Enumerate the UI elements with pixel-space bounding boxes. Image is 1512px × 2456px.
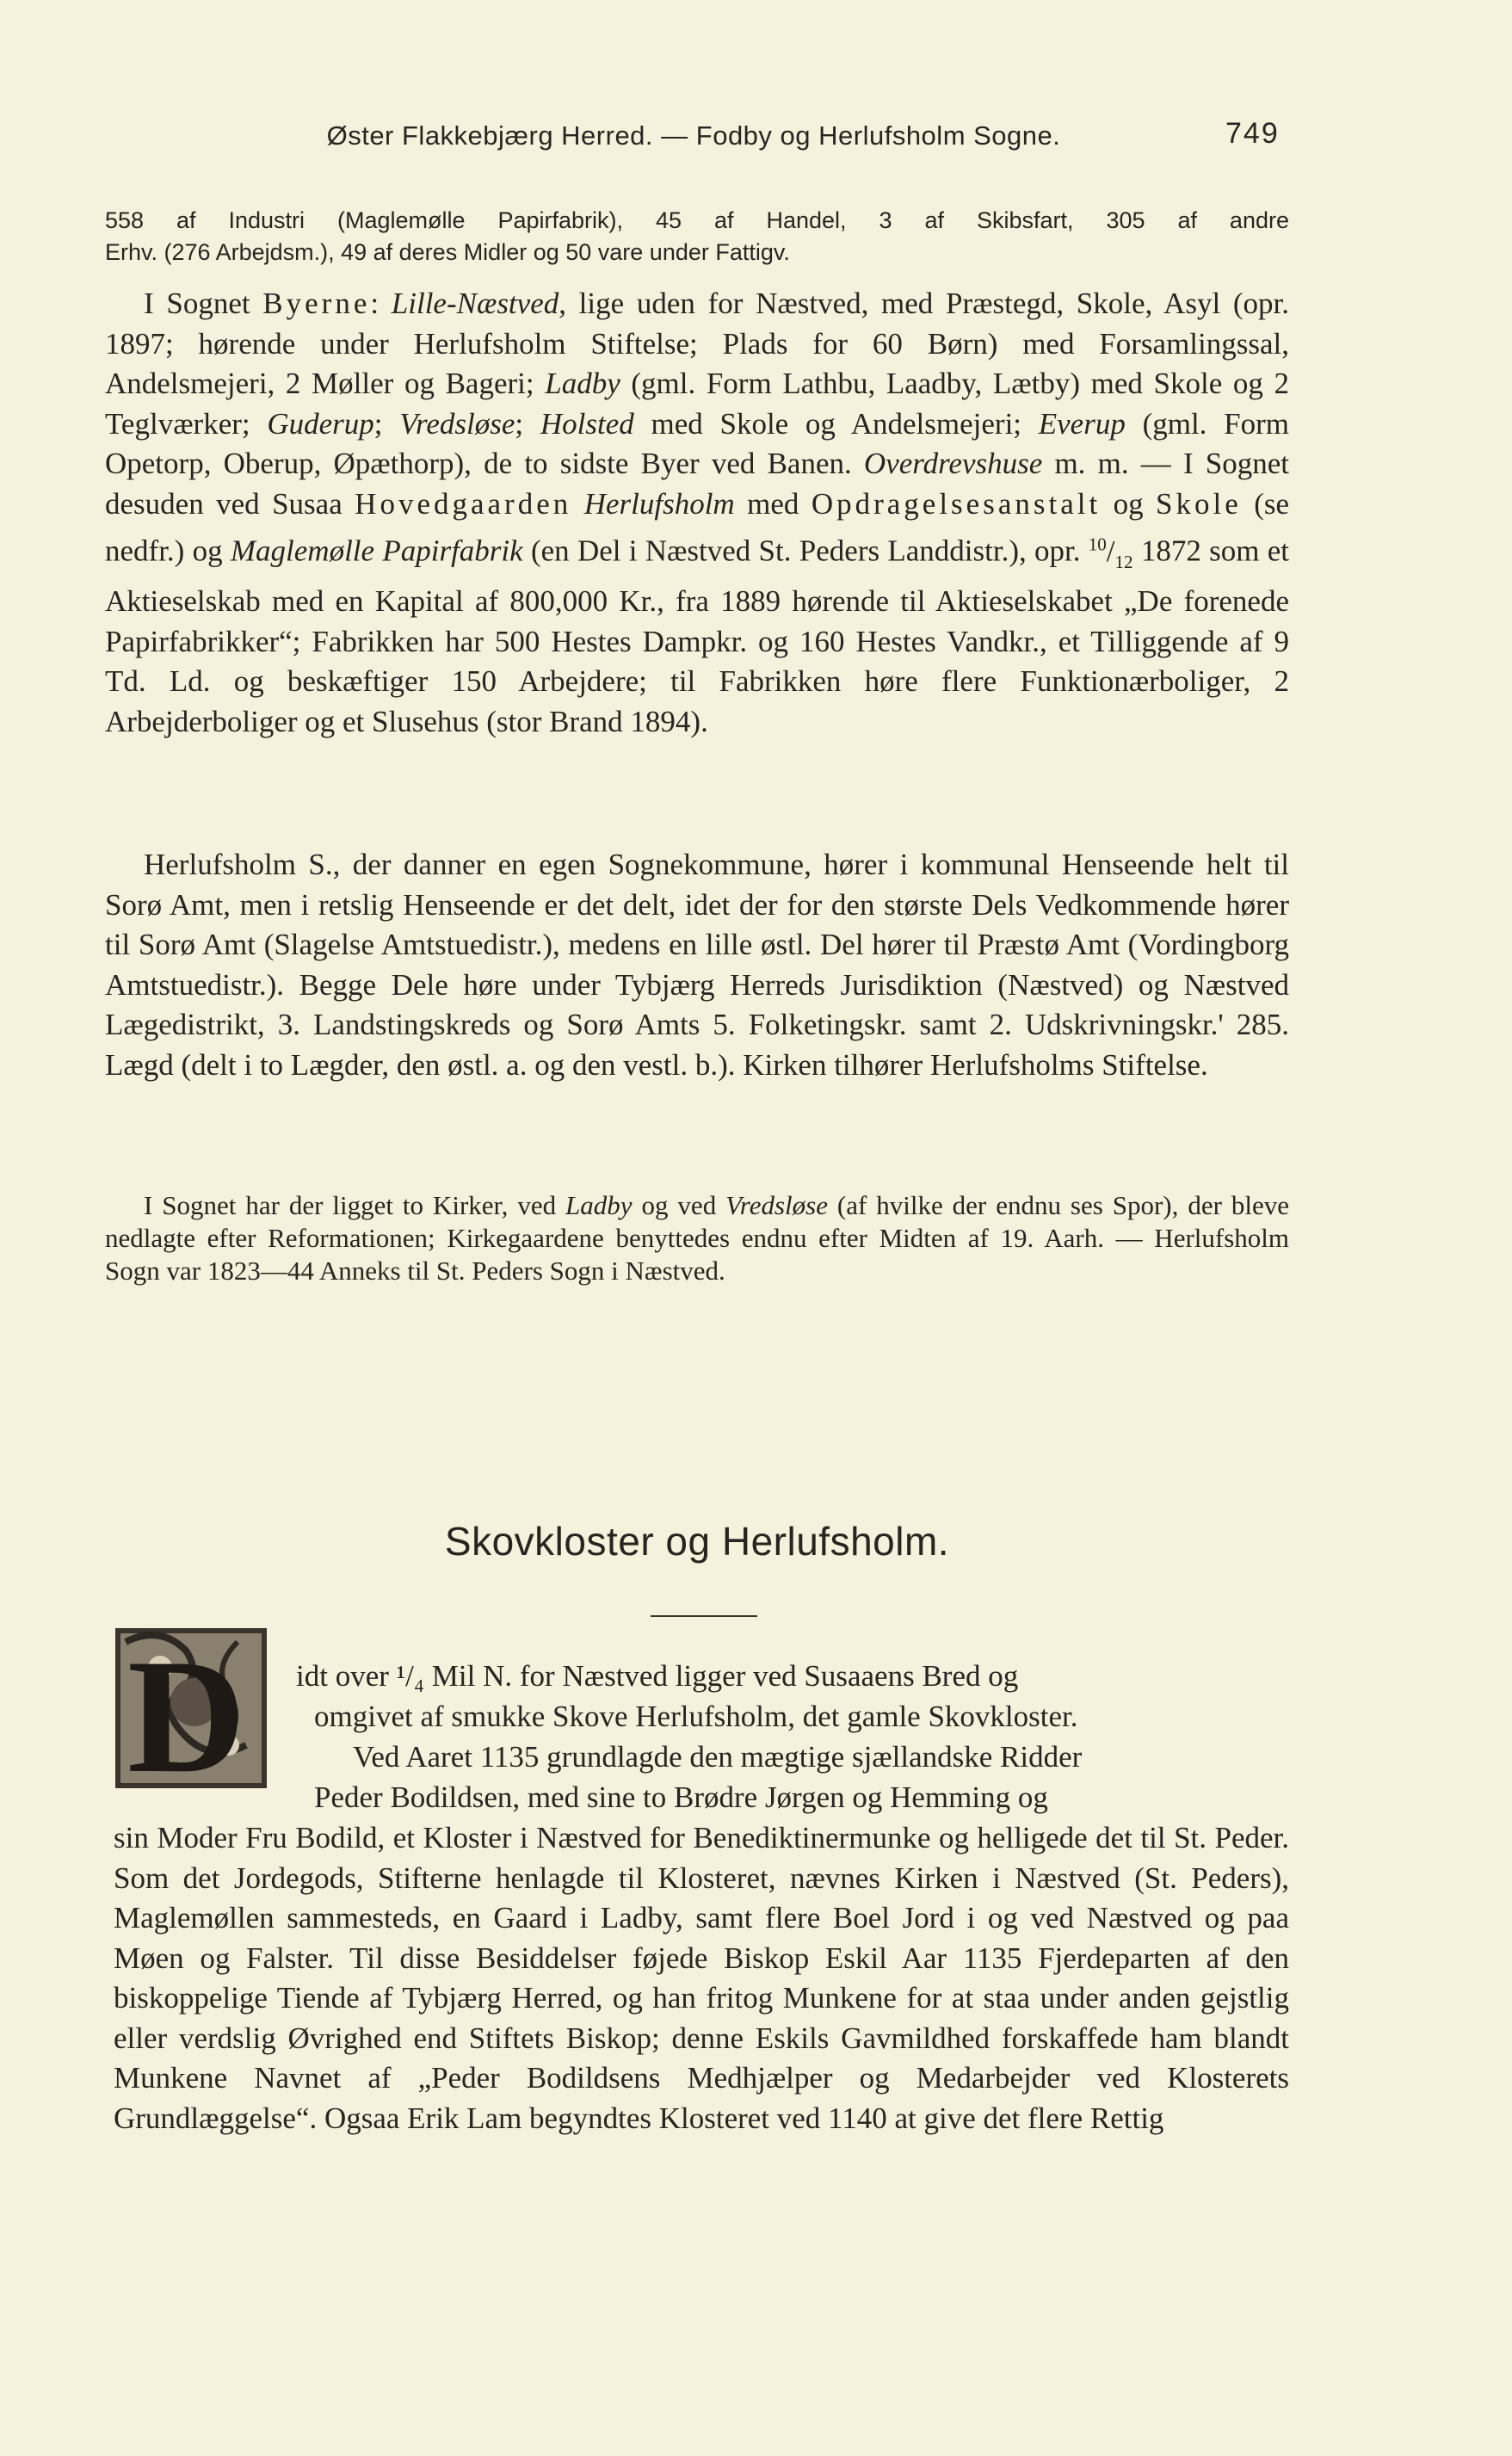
place-name: Vredsløse <box>725 1190 828 1220</box>
place-name: Vredsløse <box>399 406 515 441</box>
spaced-term: Hovedgaarden <box>355 486 572 521</box>
ornament-initial-icon <box>108 1616 281 1797</box>
text-run: , lige uden for Næstved, med Præstegd, Skole, Asyl (opr. 1897; hørende under Herlufsholm Stiftelse; Plads for 60 Børn) med Forsamlingssal, Andelsmejeri, 2 Møller og Bageri; <box>105 287 1289 400</box>
spaced-term: Opdragelsesanstalt <box>811 486 1102 521</box>
fraction-numerator: 10 <box>1088 534 1107 554</box>
place-name: Overdrevshuse <box>863 447 1043 480</box>
page-number: 749 <box>1225 117 1280 150</box>
place-name: Everup <box>1038 406 1126 441</box>
section-title: Skovkloster og Herlufsholm. <box>444 1519 950 1564</box>
text-run: med <box>734 486 812 521</box>
text-run: (se nedfr.) og <box>105 486 1290 568</box>
place-name: Guderup <box>267 406 374 441</box>
place-name: Lille-Næstved <box>391 287 559 320</box>
text-run: m. m. — I Sognet desuden ved Susaa <box>105 447 1290 521</box>
decorated-initial <box>108 1616 281 1797</box>
text-run: 1872 som et Aktieselskab med en Kapital af 800,000 Kr., fra 1889 hørende til Aktieselskabet „De forenede Papirfabrikker“; Fabrikken har 500 Hestes Dampkr. og 160 Hestes Vandkr., et Tilliggende af 9 Td. Ld. og beskæftiger 150 Arbejdere; til Fabrikken høre flere Funktionærboliger, 2 Arbejderboliger og et Slusehus (stor Brand 1894). <box>105 534 1289 738</box>
place-name: Holsted <box>540 406 634 441</box>
spaced-term: Skole <box>1156 486 1242 521</box>
text-run: (en Del i Næstved St. Peders Landdistr.), opr. <box>522 534 1089 568</box>
statistics-paragraph <box>105 205 1289 268</box>
statistics-line-1: 558 af Industri (Maglemølle Papirfabrik), 45 af Handel, 3 af Skibsfart, 305 af andre <box>105 207 1289 233</box>
text-run: (af hvilke der endnu ses Spor), der bleve nedlagte efter Reformationen; Kirkegaardene benyttedes endnu efter Midten af 19. Aarh. — Herlufsholm Sogn var 1823—44 Anneks til St. Peders Sogn i Næstved. <box>105 1190 1289 1286</box>
text-run: ; <box>373 406 400 441</box>
first-line-4: Peder Bodildsen, med sine to Brødre Jørgen og Hemming og <box>314 1780 1048 1814</box>
initial-letter: D <box>127 1626 246 1797</box>
text-run: med Skole og Andelsmejeri; <box>633 406 1039 441</box>
place-name: Ladby <box>545 367 620 400</box>
churches-paragraph <box>105 1189 1289 1287</box>
place-name: Maglemølle Papirfabrik <box>230 534 523 568</box>
text-run: I Sognet har der ligget to Kirker, ved <box>144 1190 566 1220</box>
text-run: og ved <box>632 1190 726 1220</box>
first-line-3: Ved Aaret 1135 grundlagde den mægtige sjællandske Ridder <box>353 1740 1083 1774</box>
text-run: (gml. Form Opetorp, Oberup, Øpæthorp), de to sidste Byer ved Banen. <box>105 406 1289 480</box>
text-run: (gml. Form Lathbu, Laadby, Lætby) med Skole og 2 Teglværker; <box>105 367 1289 441</box>
spaced-term: Byerne <box>262 287 371 320</box>
date-fraction: $^{10}/_{12}$ <box>1088 534 1133 572</box>
first-line-1: idt over ¹/₄ Mil N. for Næstved ligger ved Susaaens Bred og <box>296 1659 1019 1693</box>
title-rule <box>651 1615 757 1617</box>
text-run: I Sognet <box>144 287 263 320</box>
text-run <box>571 487 583 521</box>
text-run: : <box>370 287 392 320</box>
villages-paragraph <box>105 284 1289 742</box>
text-run: ; <box>515 406 540 441</box>
jurisdiction-paragraph: Herlufsholm S., der danner en egen Sognekommune, hører i kommunal Henseende helt til Sorø Amt, men i retslig Henseende er det delt, idet der for den største Dels Vedkommende hører til Sorø Amt (Slagelse Amtstuedistr.), medens en lille østl. Del hører til Præstø Amt (Vordingborg Amtstuedistr.). Begge Dele høre under Tybjærg Herreds Jurisdiktion (Næstved) og Næstved Lægedistrikt, 3. Landstingskreds og Sorø Amts 5. Folketingskr. samt 2. Udskrivningskr.' 285. Lægd (delt i to Lægder, den østl. a. og den vestl. b.). Kirken tilhører Herlufsholms Stiftelse. <box>105 848 1289 1082</box>
text-run: og <box>1101 486 1157 521</box>
history-paragraph: sin Moder Fru Bodild, et Kloster i Næstved for Benediktinermunke og helligede det til St. Peder. Som det Jordegods, Stifterne henlagde til Klosteret, nævnes Kirken i Næstved (St. Peders), Maglemøllen sammesteds, en Gaard i Ladby, samt flere Boel Jord i og ved Næstved og paa Møen og Falster. Til disse Besiddelser føjede Biskop Eskil Aar 1135 Fjerdeparten af den biskoppelige Tiende af Tybjærg Herred, og han fritog Munkene for at staa under anden gejstlig eller verdslig Øvrighed end Stiftets Biskop; denne Eskils Gavmildhed forskaffede ham blandt Munkene Navnet af „Peder Bodildsens Medhjælper og Medarbejder ved Klosterets Grundlæggelse“. Ogsaa Erik Lam begyndtes Klosteret ved 1140 at give det flere Rettig <box>114 1821 1289 2135</box>
fraction-denominator: 12 <box>1114 551 1133 572</box>
first-line-2: omgivet af smukke Skove Herlufsholm, det gamle Skovkloster. <box>314 1700 1078 1733</box>
running-header: Øster Flakkebjærg Herred. — Fodby og Herlufsholm Sogne. <box>326 120 1061 151</box>
statistics-line-2: Erhv. (276 Arbejdsm.), 49 af deres Midler og 50 vare under Fattigv. <box>105 239 790 265</box>
place-name: Herlufsholm <box>583 486 735 521</box>
place-name: Ladby <box>565 1190 633 1220</box>
